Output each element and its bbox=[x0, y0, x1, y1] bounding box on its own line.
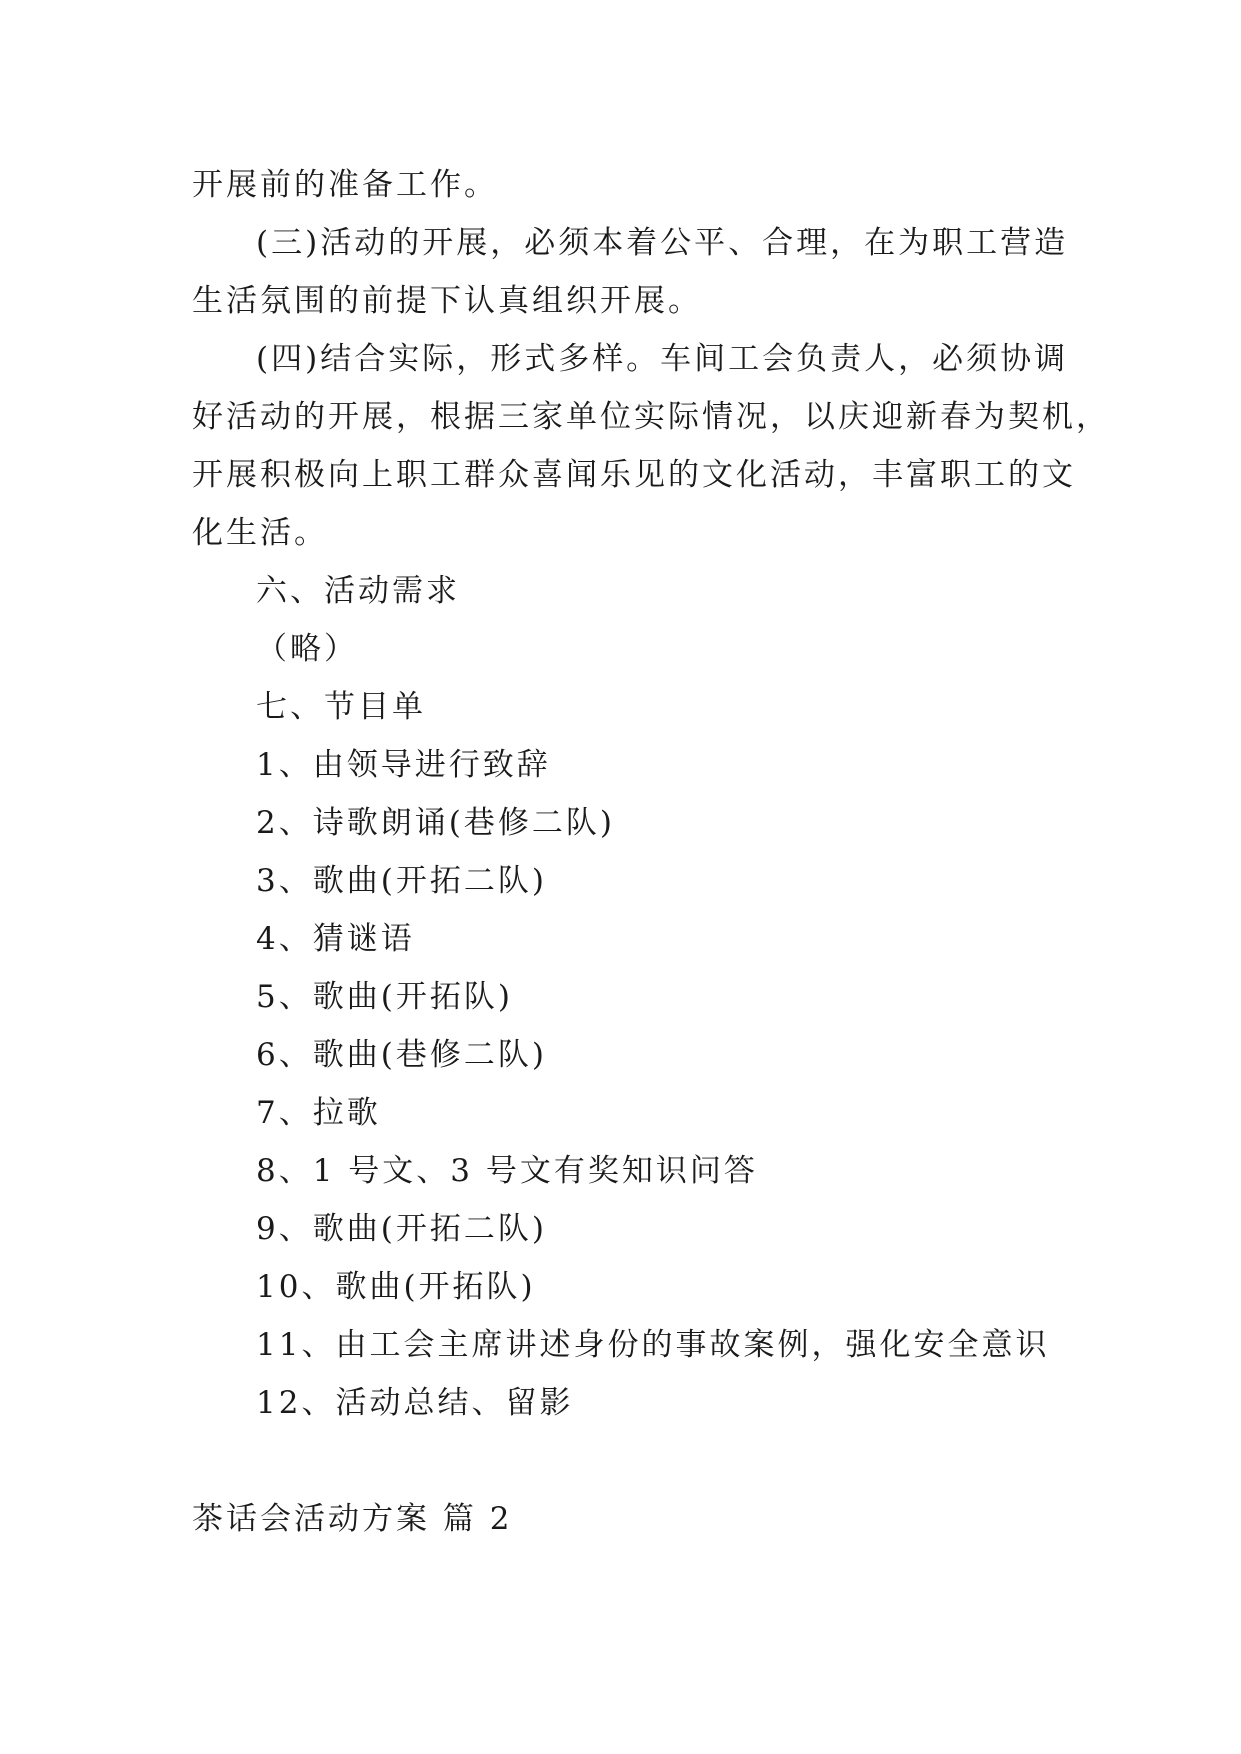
next-section-title: 茶话会活动方案 篇 2 bbox=[192, 1501, 513, 1537]
paragraph-line: 好活动的开展，根据三家单位实际情况，以庆迎新春为契机， bbox=[192, 399, 1110, 435]
program-item: 4、猜谜语 bbox=[256, 921, 415, 957]
program-item: 2、诗歌朗诵(巷修二队) bbox=[256, 805, 615, 841]
paragraph-line: (三)活动的开展，必须本着公平、合理，在为职工营造 bbox=[256, 225, 1069, 261]
program-item: 9、歌曲(开拓二队) bbox=[256, 1211, 547, 1247]
paragraph-line: 化生活。 bbox=[192, 515, 328, 551]
paragraph-line: 生活氛围的前提下认真组织开展。 bbox=[192, 283, 702, 319]
paragraph-line: （略） bbox=[256, 631, 358, 667]
program-item: 1、由领导进行致辞 bbox=[256, 747, 551, 783]
paragraph-line: (四)结合实际，形式多样。车间工会负责人，必须协调 bbox=[256, 341, 1069, 377]
program-item: 3、歌曲(开拓二队) bbox=[256, 863, 547, 899]
paragraph-line: 开展积极向上职工群众喜闻乐见的文化活动，丰富职工的文 bbox=[192, 457, 1076, 493]
program-item: 8、1 号文、3 号文有奖知识问答 bbox=[256, 1153, 758, 1189]
paragraph-line: 开展前的准备工作。 bbox=[192, 167, 498, 203]
program-item: 5、歌曲(开拓队) bbox=[256, 979, 513, 1015]
section-heading: 六、活动需求 bbox=[256, 573, 460, 609]
program-item: 12、活动总结、留影 bbox=[256, 1385, 574, 1421]
program-item: 7、拉歌 bbox=[256, 1095, 381, 1131]
program-item: 11、由工会主席讲述身份的事故案例，强化安全意识 bbox=[256, 1327, 1050, 1363]
program-item: 6、歌曲(巷修二队) bbox=[256, 1037, 547, 1073]
section-heading: 七、节目单 bbox=[256, 689, 426, 725]
program-item: 10、歌曲(开拓队) bbox=[256, 1269, 536, 1305]
